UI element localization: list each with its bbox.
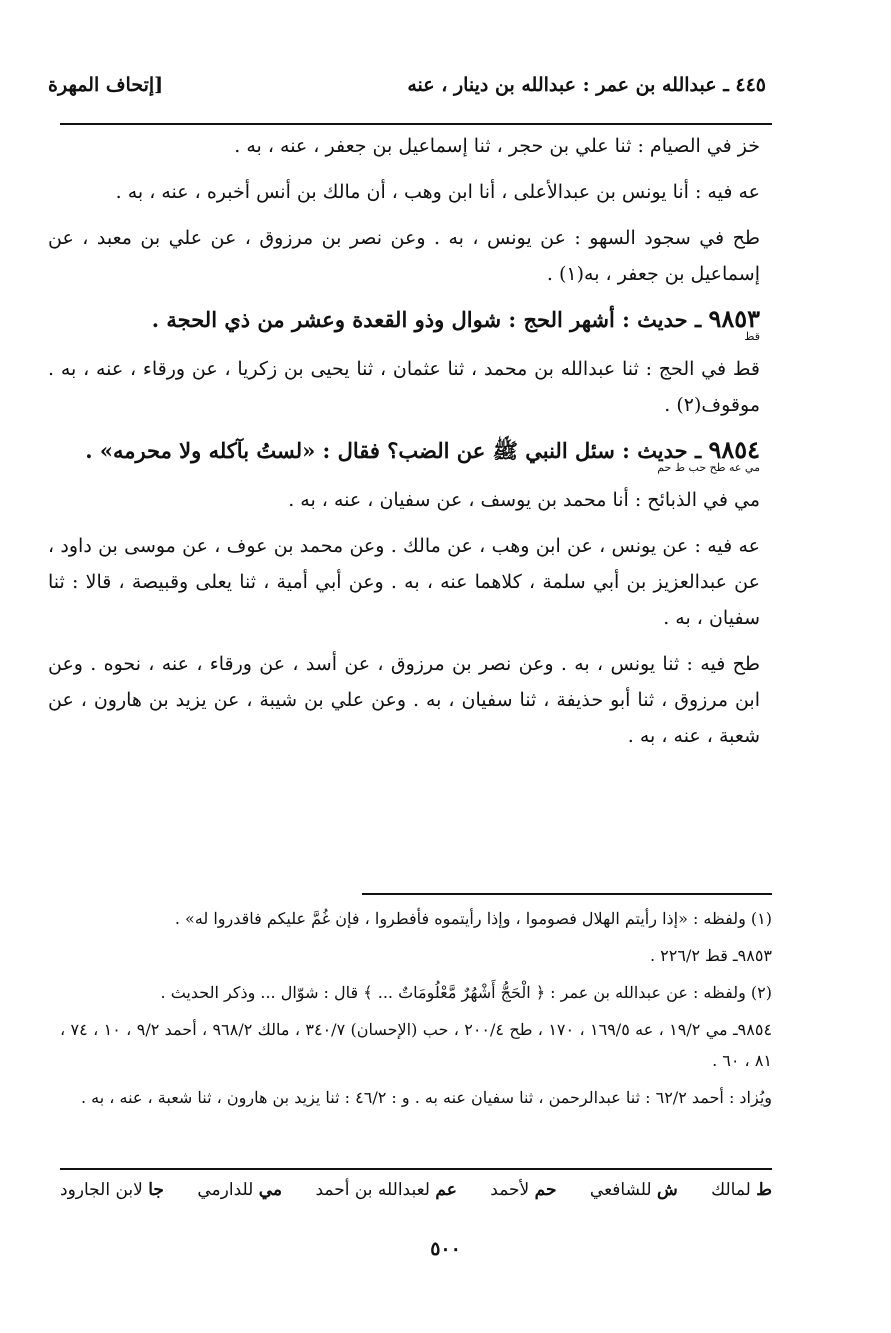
footnote-2-refs: ٩٨٥٤ـ مي ١٩/٢ ، عه ١٦٩/٥ ، ١٧٠ ، طح ٢٠٠/٤ ، حب (الإحسان) ٣٤٠/٧ ، مالك ٩٦٨/٢ ، أحمد ٩/٢ ، ١٠ ، ٧٤ ، ٨١ ، ٦٠ .	[60, 1020, 773, 1070]
page-number: ٥٠٠	[430, 1238, 461, 1260]
abbreviation: عم لعبدالله بن أحمد	[315, 1180, 457, 1200]
abbreviations-key	[60, 1180, 772, 1200]
header-title: ٤٤٥ ـ عبدالله بن عمر : عبدالله بن دينار ، عنه	[407, 74, 766, 96]
hadith-source-symbols: مي عه طح حب ط حم	[657, 461, 760, 474]
footnote-rule	[362, 893, 772, 895]
paragraph: قط في الحج : ثنا عبدالله بن محمد ، ثنا عثمان ، ثنا يحيى بن زكريا ، عن ورقاء ، عنه ، به . موقوف(٢) .	[48, 358, 760, 416]
paragraph: عه فيه : عن يونس ، عن ابن وهب ، عن مالك . وعن محمد بن عوف ، عن موسى بن داود ، عن عبدالعزيز بن أبي سلمة ، كلاهما عنه ، به . وعن أبي أمية ، ثنا يعلى وقبيصة ، قالا : ثنا سفيان ، به .	[48, 535, 760, 629]
hadith-heading-9854	[48, 433, 760, 474]
paragraph: طح في سجود السهو : عن يونس ، به . وعن نصر بن مرزوق ، عن علي بن معبد ، عن إسماعيل بن جعفر ، به(١) .	[48, 227, 760, 285]
paragraph: عه فيه : أنا يونس بن عبدالأعلى ، أنا ابن وهب ، أن مالك بن أنس أخبره ، عنه ، به .	[115, 181, 760, 203]
footnote-2-additions: ويُزاد : أحمد ٦٢/٢ : ثنا عبدالرحمن ، ثنا سفيان عنه به . و : ٤٦/٢ : ثنا يزيد بن هارون ، ثنا شعبة ، عنه ، به .	[80, 1088, 772, 1107]
header-rule	[60, 123, 772, 125]
hadith-source-symbols: قط	[744, 330, 760, 343]
hadith-title: ـ حديث : أشهر الحج : شوال وذو القعدة وعشر من ذي الحجة .	[151, 307, 702, 332]
abbreviation: حم لأحمد	[490, 1180, 557, 1200]
hadith-number: ٩٨٥٣	[708, 304, 760, 333]
header-book-title: [إتحاف المهرة	[48, 74, 164, 96]
abbreviation: ش للشافعي	[589, 1180, 678, 1200]
footnote-1-ref: ٩٨٥٣ـ قط ٢٢٦/٢ .	[649, 946, 772, 965]
footnote-1: (١) ولفظه : «إذا رأيتم الهلال فصوموا ، وإذا رأيتموه فأفطروا ، فإن غُمَّ عليكم فاقدروا له» .	[174, 909, 772, 928]
footnotes	[60, 903, 772, 1119]
paragraph: طح فيه : ثنا يونس ، به . وعن نصر بن مرزوق ، عن أسد ، عن ورقاء ، عنه ، نحوه . وعن ابن مرزوق ، ثنا أبو حذيفة ، ثنا سفيان ، به . وعن علي بن شيبة ، عن يزيد بن هارون ، عن شعبة ، عنه ، به .	[48, 653, 760, 747]
hadith-title: ـ حديث : سئل النبي ﷺ عن الضب؟ فقال : «لستُ بآكله ولا محرمه» .	[85, 438, 702, 463]
abbreviation: جا لابن الجارود	[60, 1180, 164, 1200]
paragraph: خز في الصيام : ثنا علي بن حجر ، ثنا إسماعيل بن جعفر ، عنه ، به .	[234, 135, 760, 157]
main-text	[48, 128, 760, 764]
abbreviation: ط لمالك	[711, 1180, 772, 1200]
hadith-heading-9853	[48, 302, 760, 343]
paragraph: مي في الذبائح : أنا محمد بن يوسف ، عن سفيان ، عنه ، به .	[288, 489, 760, 511]
abbreviation: مي للدارمي	[197, 1180, 283, 1200]
abbreviations-rule	[60, 1168, 772, 1170]
hadith-number: ٩٨٥٤	[708, 435, 760, 464]
footnote-2: (٢) ولفظه : عن عبدالله بن عمر : ﴿ الْحَجُّ أَشْهُرٌ مَّعْلُومَاتٌ ... ﴾ قال : شوّال ... وذكر الحديث .	[160, 983, 772, 1002]
running-header	[48, 74, 766, 108]
